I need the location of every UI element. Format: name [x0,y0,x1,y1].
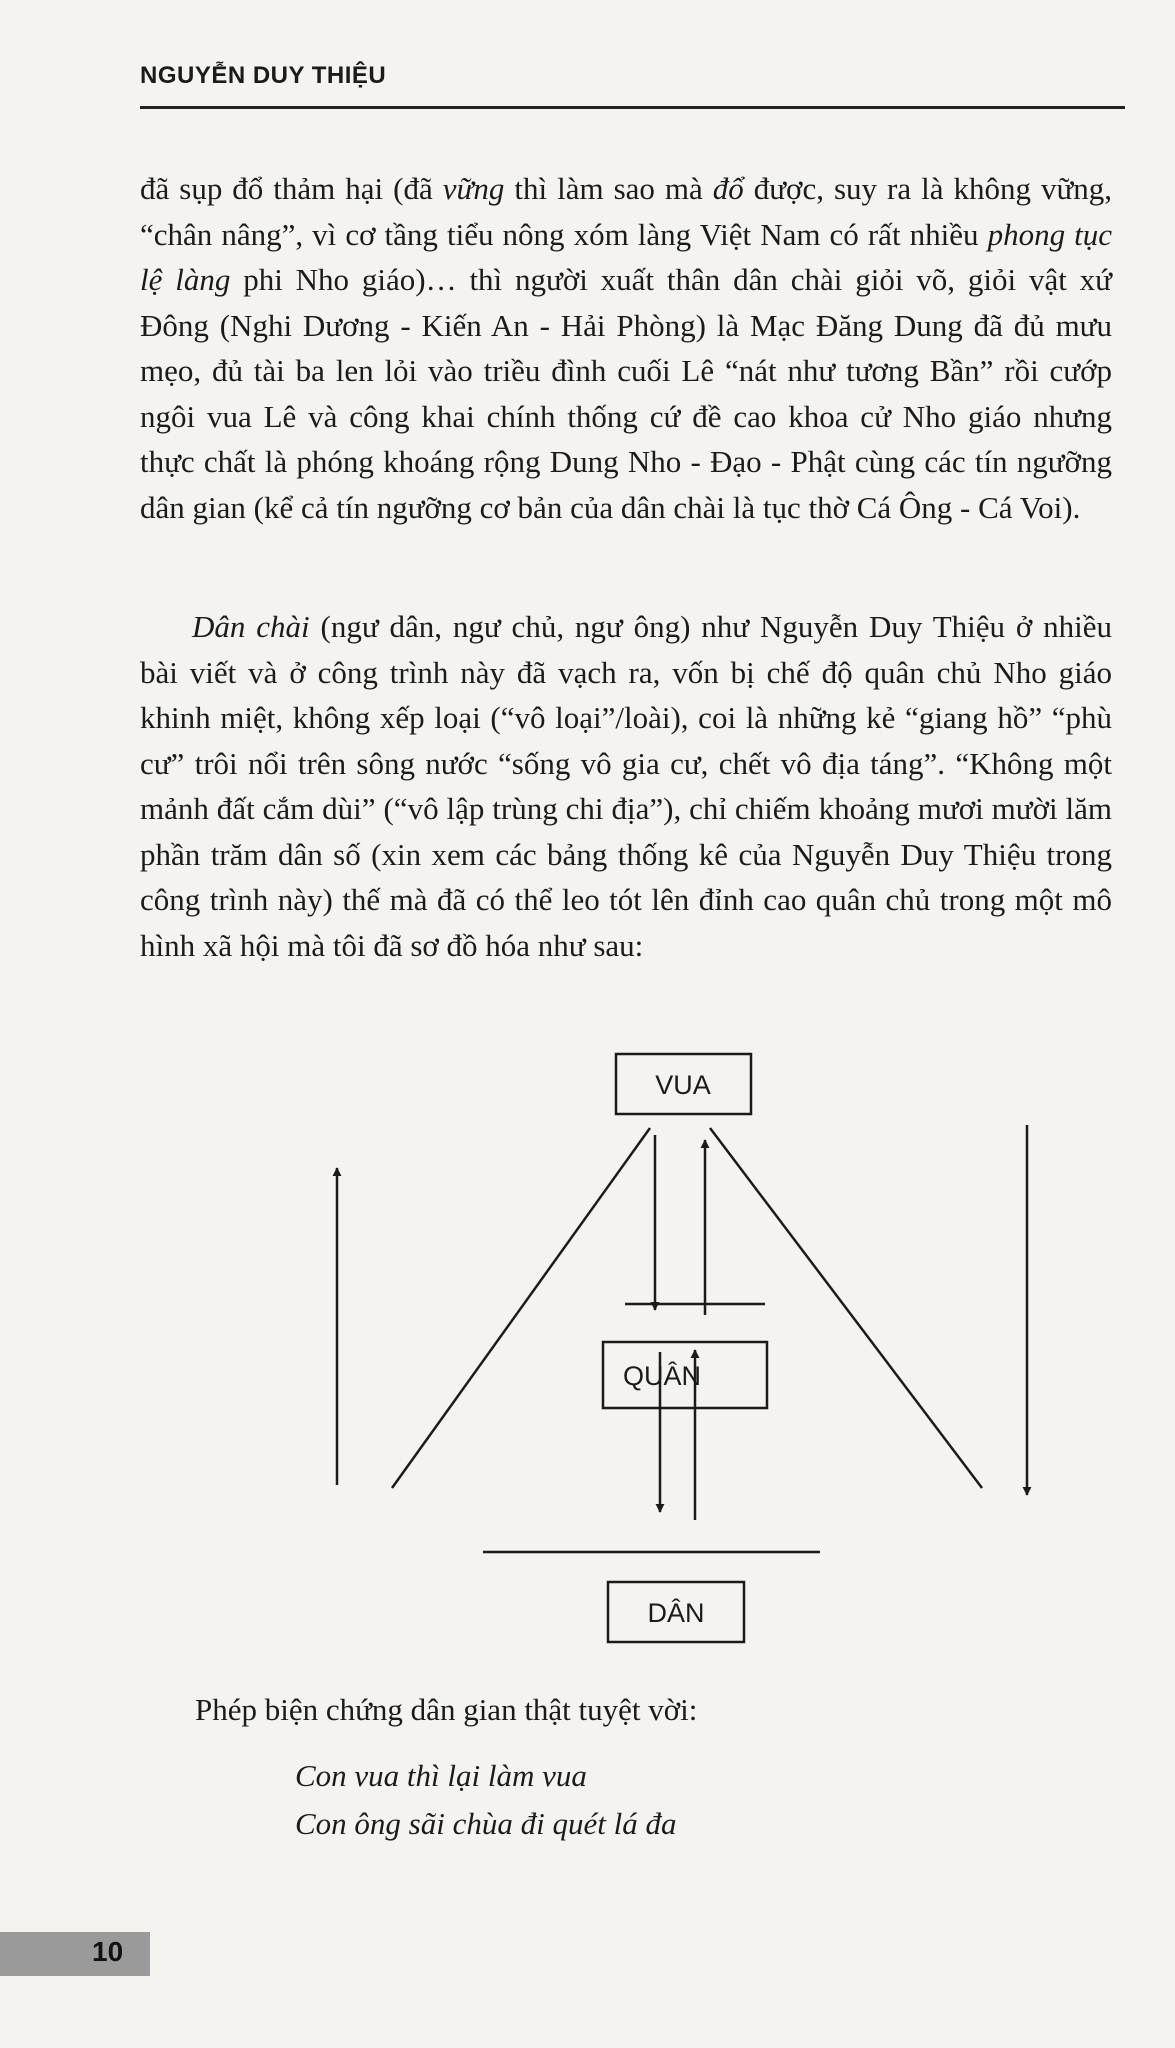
paragraph-1-italic-2: đổ [712,171,744,206]
vua-label: VUA [655,1070,711,1100]
paragraph-1-text-3: được, suy ra là không vững, “chân nâng”, vì cơ tầng tiểu nông xóm làng Việt Nam có rất nhiều [140,171,1112,252]
triangle-left-side [392,1128,650,1488]
paragraph-2-text-1: (ngư dân, ngư chủ, ngư ông) như Nguyễn Duy Thiệu ở nhiều bài viết và ở công trình này đã vạch ra, vốn bị chế độ quân chủ Nho giáo khinh miệt, không xếp loại (“vô loại”/loài), coi là những kẻ “giang hồ” “phù cư” trôi nổi trên sông nước “sống vô gia cư, chết vô địa táng”. “Không một mảnh đất cắm dùi” (“vô lập trùng chi địa”), chỉ chiếm khoảng mươi mười lăm phần trăm dân số (xin xem các bảng thống kê của Nguyễn Duy Thiệu trong công trình này) thế mà đã có thể leo tót lên đỉnh cao quân chủ trong một mô hình xã hội mà tôi đã sơ đồ hóa như sau: [140,609,1113,963]
social-hierarchy-diagram [0,1040,1175,1660]
dan-label: DÂN [647,1598,705,1628]
paragraph-1-italic-1: vững [442,171,505,206]
paragraph-2 [140,604,1112,968]
paragraph-1-text-4: phi Nho giáo)… thì người xuất thân dân chài giỏi võ, giỏi vật xứ Đông (Nghi Dương - Kiến An - Hải Phòng) là Mạc Đăng Dung đã đủ mưu mẹo, đủ tài ba len lỏi vào triều đình cuối Lê “nát như tương Bần” rồi cướp ngôi vua Lê và công khai chính thống cứ đề cao khoa cử Nho giáo nhưng thực chất là phóng khoáng rộng Dung Nho - Đạo - Phật cùng các tín ngưỡng dân gian (kể cả tín ngưỡng cơ bản của dân chài là tục thờ Cá Ông - Cá Voi). [140,262,1112,525]
paragraph-2-italic-1: Dân chài [192,609,310,644]
page-number: 10 [92,1936,124,1967]
running-head: NGUYỄN DUY THIỆU [140,62,387,89]
triangle-right-side [710,1128,982,1488]
poem-line-1: Con vua thì lại làm vua [295,1758,587,1793]
poem-line-2: Con ông sãi chùa đi quét lá đa [295,1806,677,1841]
header-rule [140,106,1125,109]
paragraph-1 [140,166,1112,530]
closing-line: Phép biện chứng dân gian thật tuyệt vời: [195,1692,698,1727]
page-number-tab [0,1932,150,1976]
paragraph-1-text-1: đã sụp đổ thảm hại (đã [140,171,443,206]
paragraph-1-text-2: thì làm sao mà [504,171,713,206]
quan-label: QUÂN [622,1361,702,1391]
paragraph-1-italic-3: phong tục lệ làng [140,216,1112,297]
